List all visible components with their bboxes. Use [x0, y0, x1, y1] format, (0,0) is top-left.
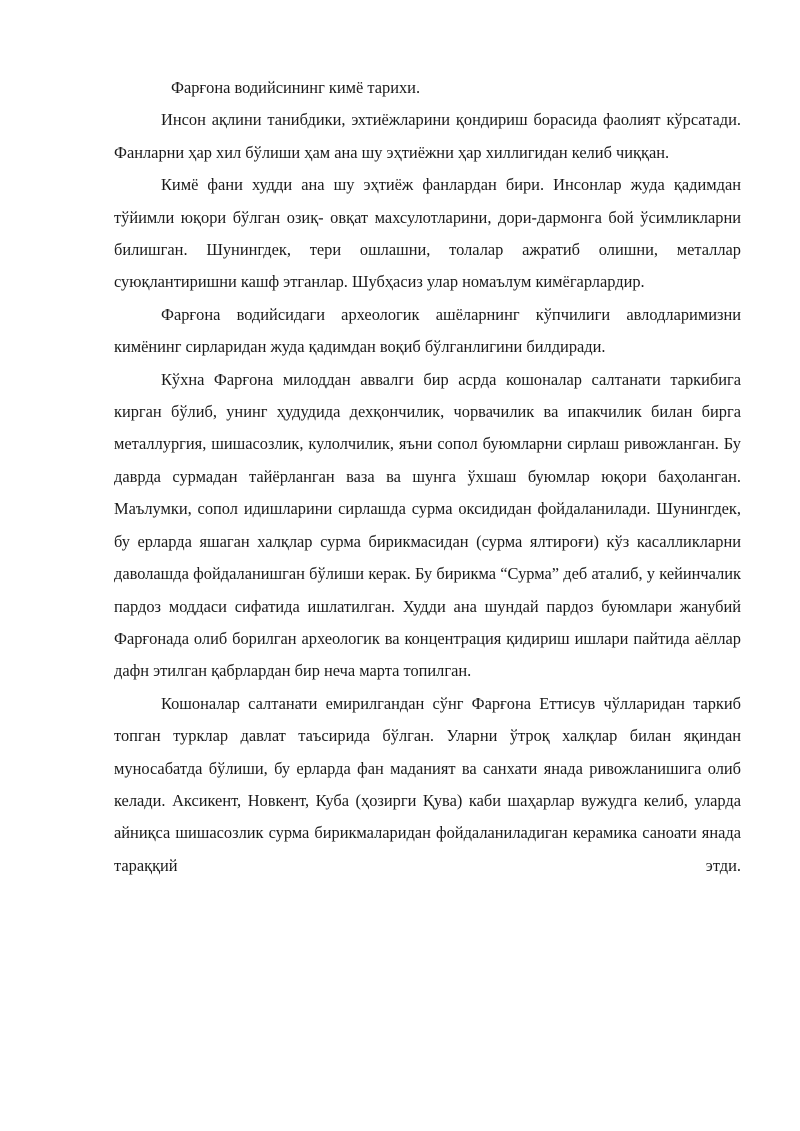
paragraph-ancient-fergana: Кўхна Фарғона милоддан аввалги бир асрда кошоналар салтанати таркибига кирган бўлиб, унинг ҳудудида дехқончилик, чорвачилик ва ипакчилик билан бирга металлургия, шишасозлик, кулолчилик, яъни сопол буюмларни сирлаш ривожланган. Бу даврда сурмадан тайёрланган ваза ва шунга ўхшаш буюмлар юқори баҳоланган. Маълумки, сопол идишларини сирлашда сурма оксидидан фойдаланилади. Шунингдек, бу ерларда яшаган халқлар сурма бирикмасидан (сурма ялтироғи) кўз касалликларни даволашда фойдаланишган бўлиши керак. Бу бирикма “Сурма” деб аталиб, у кейинчалик пардоз моддаси сифатида ишлатилган. Худди ана шундай пардоз буюмлари жанубий Фарғонада олиб борилган археологик ва концентрация қидириш ишлари пайтида аёллар дафн этилган қабрлардан бир неча марта топилган. [114, 369, 741, 681]
document-title: Фарғона водийсининг кимё тарихи. [171, 78, 421, 97]
paragraph-chemistry-science: Кимё фани худди ана шу эҳтиёж фанлардан бири. Инсонлар жуда қадимдан тўйимли юқори бўлган озиқ- овқат махсулотларини, дори-дармонга бой ўсимликларни билишган. Шунингдек, тери ошлашни, толалар ажратиб олишни, металлар суюқлантиришни кашф этганлар. Шубҳасиз улар номаълум кимёгарлардир. [114, 175, 741, 292]
paragraph-turkic-period: Кошоналар салтанати емирилгандан сўнг Фарғона Еттисув чўлларидан таркиб топган турклар давлат таъсирида бўлган. Уларни ўтроқ халқлар билан яқиндан муносабатда бўлиши, бу ерларда фан маданият ва санхати янада ривожланишига олиб келади. Аксикент, Новкент, Куба (ҳозирги Қува) каби шаҳарлар вужудга келиб, уларда айниқса шишасозлик сурма бирикмаларидан фойдаланиладиган керамика саноати янада тараққий этди. [114, 693, 741, 875]
document-body [114, 72, 741, 882]
paragraph-intro: Инсон ақлини танибдики, эхтиёжларини қондириш борасида фаолият кўрсатади. Фанларни ҳар хил бўлиши ҳам ана шу эҳтиёжни ҳар хиллигидан келиб чиққан. [114, 110, 741, 162]
paragraph-archaeological-finds: Фарғона водийсидаги археологик ашёларнинг кўпчилиги авлодларимизни кимёнинг сирларидан жуда қадимдан воқиб бўлганлигини билдиради. [114, 304, 741, 357]
